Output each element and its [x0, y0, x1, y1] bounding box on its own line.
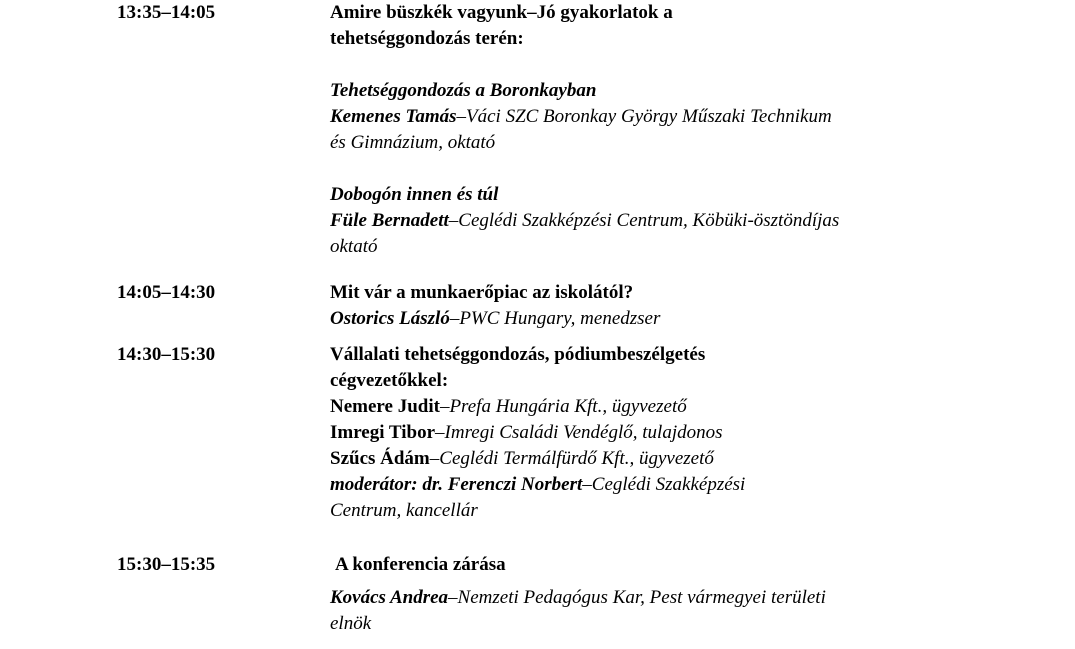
- moderator-name: moderátor: dr. Ferenczi Norbert: [330, 474, 583, 495]
- entry-time: [117, 342, 330, 368]
- session-2: [330, 182, 995, 260]
- speaker-affiliation-line2: és Gimnázium, oktató: [330, 132, 496, 153]
- panelist-affiliation: –Imregi Családi Vendéglő, tulajdonos: [435, 422, 723, 443]
- schedule-entry-1: [117, 0, 1075, 260]
- speaker-line: [330, 306, 995, 332]
- panelist-name: Imregi Tibor: [330, 422, 436, 443]
- block-title: [330, 0, 995, 52]
- panelist-line: [330, 420, 995, 446]
- entry-content: [330, 552, 995, 637]
- speaker-affiliation-line2: elnök: [330, 613, 372, 634]
- entry-content: [330, 342, 995, 524]
- panelist-name: Szűcs Ádám: [330, 448, 430, 469]
- moderator-affiliation-line1: –Ceglédi Szakképzési: [582, 474, 746, 495]
- speaker-name: Füle Bernadett: [330, 210, 449, 231]
- speaker-affiliation-line1: –Nemzeti Pedagógus Kar, Pest vármegyei területi: [448, 587, 826, 608]
- panelist-line: [330, 394, 995, 420]
- speaker-affiliation-line1: –Váci SZC Boronkay György Műszaki Technikum: [456, 106, 832, 127]
- speaker-name: Ostorics László: [330, 308, 450, 329]
- time-range: 13:35–14:05: [117, 2, 216, 23]
- moderator-affiliation-line2: Centrum, kancellár: [330, 500, 478, 521]
- speaker-name: Kovács Andrea: [330, 587, 449, 608]
- entry-content: [330, 280, 995, 332]
- speaker-line: [330, 585, 995, 637]
- block-title: [330, 280, 995, 306]
- block-title: [330, 342, 995, 394]
- speaker-affiliation-line2: oktató: [330, 236, 378, 257]
- speaker-name: Kemenes Tamás: [330, 106, 457, 127]
- session-title: Tehetséggondozás a Boronkayban: [330, 80, 597, 101]
- block-title-line1: Amire büszkék vagyunk–Jó gyakorlatok a: [330, 2, 673, 23]
- moderator-line: [330, 472, 995, 524]
- schedule-entry-4: [117, 552, 1075, 637]
- block-title: [330, 552, 995, 578]
- panelist-affiliation: –Ceglédi Termálfürdő Kft., ügyvezető: [429, 448, 714, 469]
- entry-time: [117, 280, 330, 306]
- schedule-entry-2: [117, 280, 1075, 332]
- session-title: Dobogón innen és túl: [330, 184, 499, 205]
- session-1: [330, 78, 995, 156]
- block-title-line2: cégvezetőkkel:: [330, 370, 449, 391]
- panelist-line: [330, 446, 995, 472]
- time-range: 14:30–15:30: [117, 344, 216, 365]
- entry-time: [117, 0, 330, 26]
- entry-time: [117, 552, 330, 578]
- block-title-line1: Vállalati tehetséggondozás, pódiumbeszélgetés: [330, 344, 706, 365]
- schedule-entry-3: [117, 342, 1075, 524]
- block-title-line2: tehetséggondozás terén:: [330, 28, 524, 49]
- panelist-name: Nemere Judit: [330, 396, 440, 417]
- block-title-line1: A konferencia zárása: [335, 554, 506, 575]
- time-range: 15:30–15:35: [117, 554, 216, 575]
- panelist-affiliation: –Prefa Hungária Kft., ügyvezető: [439, 396, 687, 417]
- speaker-affiliation-line1: –Ceglédi Szakképzési Centrum, Köbüki-ösztöndíjas: [448, 210, 840, 231]
- entry-content: [330, 0, 995, 260]
- time-range: 14:05–14:30: [117, 282, 216, 303]
- block-title-line1: Mit vár a munkaerőpiac az iskolától?: [330, 282, 634, 303]
- speaker-affiliation: –PWC Hungary, menedzser: [449, 308, 661, 329]
